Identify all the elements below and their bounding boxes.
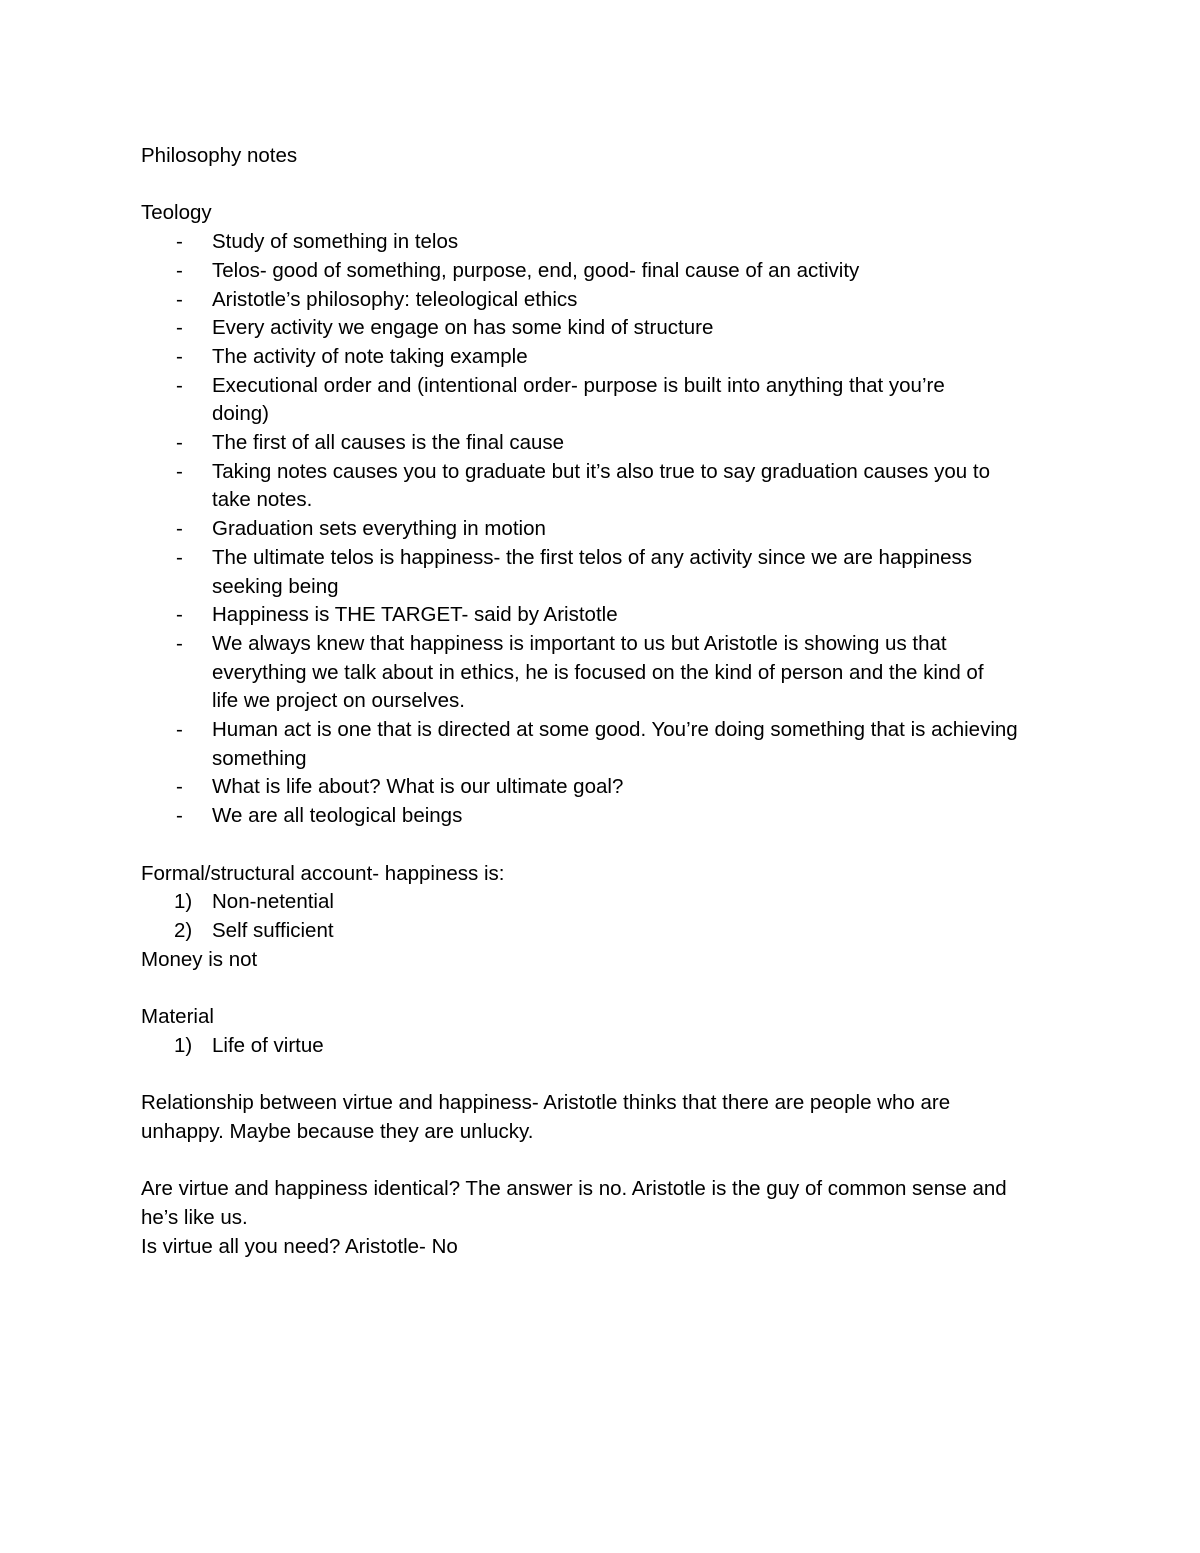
teology-heading: Teology xyxy=(141,201,212,225)
list-bullet: - xyxy=(176,316,183,340)
list-bullet: - xyxy=(176,373,183,397)
list-item-text: Self sufficient xyxy=(212,918,334,942)
list-item-text: Happiness is THE TARGET- said by Aristotle xyxy=(212,603,618,627)
list-bullet: - xyxy=(176,258,183,282)
material-numbered-list xyxy=(141,1032,1071,1061)
list-item-text: everything we talk about in ethics, he is focused on the kind of person and the kind of xyxy=(212,660,984,684)
list-item xyxy=(141,630,1071,716)
spacer xyxy=(141,1060,1071,1089)
list-bullet: - xyxy=(176,344,183,368)
spacer xyxy=(141,1147,1071,1176)
list-bullet: - xyxy=(176,287,183,311)
relationship-paragraph-line: unhappy. Maybe because they are unlucky. xyxy=(141,1119,534,1143)
list-item xyxy=(141,773,1071,802)
list-item-text: What is life about? What is our ultimate goal? xyxy=(212,775,624,799)
list-item xyxy=(141,1032,1071,1061)
teology-bullet-list xyxy=(141,228,1071,831)
list-item xyxy=(141,314,1071,343)
list-item-text: Every activity we engage on has some kind of structure xyxy=(212,316,714,340)
list-item-text: seeking being xyxy=(212,574,339,598)
material-heading: Material xyxy=(141,1005,214,1029)
list-item-text: Aristotle’s philosophy: teleological ethics xyxy=(212,287,578,311)
list-item-text: Study of something in telos xyxy=(212,230,459,254)
list-bullet: - xyxy=(176,603,183,627)
spacer xyxy=(141,171,1071,200)
list-item-text: Telos- good of something, purpose, end, good- final cause of an activity xyxy=(212,258,860,282)
list-item-text: take notes. xyxy=(212,488,313,512)
list-item-text: Executional order and (intentional order- purpose is built into anything that you’re xyxy=(212,373,945,397)
list-item xyxy=(141,802,1071,831)
list-item-text: something xyxy=(212,746,307,770)
formal-note: Money is not xyxy=(141,947,258,971)
identical-paragraph-line: he’s like us. xyxy=(141,1205,248,1229)
list-item xyxy=(141,544,1071,601)
list-item-text: Non-netential xyxy=(212,890,334,914)
list-number: 1) xyxy=(174,890,193,914)
list-item-text: The activity of note taking example xyxy=(212,344,528,368)
list-item xyxy=(141,917,1071,946)
identical-paragraph-line: Are virtue and happiness identical? The answer is no. Aristotle is the guy of common sense and xyxy=(141,1177,1007,1201)
list-item xyxy=(141,458,1071,515)
list-bullet: - xyxy=(176,517,183,541)
list-item xyxy=(141,515,1071,544)
list-item-text: doing) xyxy=(212,402,269,426)
list-bullet: - xyxy=(176,545,183,569)
need-paragraph: Is virtue all you need? Aristotle- No xyxy=(141,1234,458,1258)
list-bullet: - xyxy=(176,804,183,828)
list-item xyxy=(141,429,1071,458)
list-bullet: - xyxy=(176,230,183,254)
list-item-text: We are all teological beings xyxy=(212,804,463,828)
spacer xyxy=(141,974,1071,1003)
list-item xyxy=(141,257,1071,286)
formal-heading: Formal/structural account- happiness is: xyxy=(141,861,505,885)
list-item-text: Human act is one that is directed at some good. You’re doing something that is achieving xyxy=(212,718,1018,742)
relationship-paragraph-line: Relationship between virtue and happiness- Aristotle thinks that there are people who are xyxy=(141,1091,951,1115)
list-item-text: We always knew that happiness is important to us but Aristotle is showing us that xyxy=(212,631,947,655)
list-bullet: - xyxy=(176,459,183,483)
list-number: 2) xyxy=(174,918,193,942)
list-item xyxy=(141,372,1071,429)
list-item xyxy=(141,228,1071,257)
formal-numbered-list xyxy=(141,888,1071,945)
document-page xyxy=(141,142,1071,1261)
list-bullet: - xyxy=(176,775,183,799)
list-bullet: - xyxy=(176,431,183,455)
list-bullet: - xyxy=(176,718,183,742)
list-item xyxy=(141,343,1071,372)
list-item xyxy=(141,286,1071,315)
list-item-text: Life of virtue xyxy=(212,1033,324,1057)
list-item-text: Graduation sets everything in motion xyxy=(212,517,546,541)
list-item-text: Taking notes causes you to graduate but it’s also true to say graduation causes you to xyxy=(212,459,990,483)
list-bullet: - xyxy=(176,631,183,655)
list-number: 1) xyxy=(174,1033,193,1057)
list-item-text: The first of all causes is the final cause xyxy=(212,431,565,455)
list-item xyxy=(141,716,1071,773)
list-item xyxy=(141,888,1071,917)
list-item-text: The ultimate telos is happiness- the first telos of any activity since we are happiness xyxy=(212,545,973,569)
list-item xyxy=(141,601,1071,630)
document-title: Philosophy notes xyxy=(141,144,298,167)
spacer xyxy=(141,831,1071,860)
list-item-text: life we project on ourselves. xyxy=(212,689,465,713)
